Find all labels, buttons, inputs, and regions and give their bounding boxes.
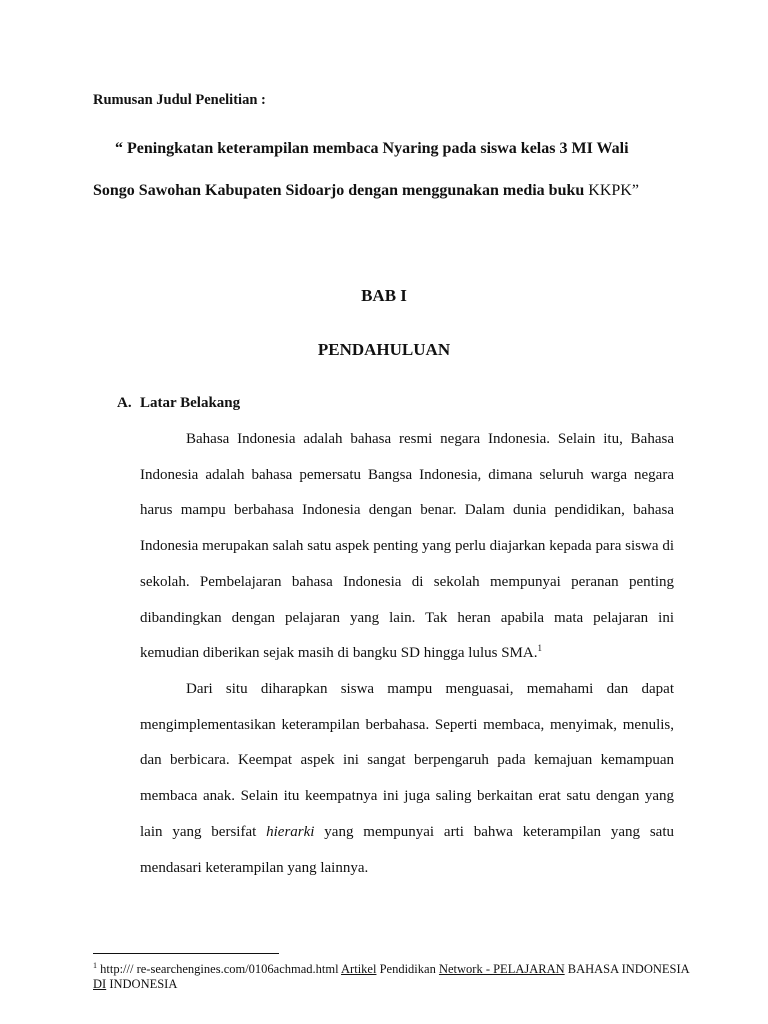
- chapter-number: BAB I: [361, 286, 407, 305]
- paragraph-1: [140, 422, 674, 672]
- research-title-kkpk: KKPK”: [588, 182, 639, 199]
- footnote-mark: 1: [93, 960, 97, 970]
- section-title: Latar Belakang: [140, 395, 241, 411]
- rumusan-judul-label: Rumusan Judul Penelitian :: [93, 92, 266, 108]
- footnote-text-bahasa: BAHASA INDONESIA: [564, 962, 689, 976]
- footnote-url: http:/// re-searchengines.com/0106achmad.html: [97, 962, 342, 976]
- research-title-line1: “ Peningkatan keterampilan membaca Nyaring pada siswa kelas 3 MI Wali: [115, 140, 629, 157]
- paragraph-2: [140, 672, 674, 886]
- paragraph-2-text-b: yang mempunyai arti bahwa keterampilan yang satu mendasari keterampilan yang lainnya.: [140, 823, 674, 876]
- section-letter: A.: [117, 395, 132, 411]
- footnote-divider: [93, 953, 279, 954]
- research-title-line2-text: Songo Sawohan Kabupaten Sidoarjo dengan menggunakan media buku: [93, 182, 589, 199]
- footnote-link-network[interactable]: Network - PELAJARAN: [438, 962, 565, 976]
- paragraph-2-italic-term: hierarki: [266, 823, 315, 840]
- footnote-text-indonesia: INDONESIA: [106, 977, 178, 991]
- research-title-line2: [93, 182, 675, 200]
- paragraph-1-text: Bahasa Indonesia adalah bahasa resmi negara Indonesia. Selain itu, Bahasa Indonesia adalah bahasa pemersatu Bangsa Indonesia, dimana seluruh warga negara harus mampu berbahasa Indonesia dengan benar. Dalam dunia pendidikan, bahasa Indonesia merupakan salah satu aspek penting yang perlu diajarkan kepada para siswa di sekolah. Pembelajaran bahasa Indonesia di sekolah mempunyai peranan penting dibandingkan dengan pelajaran yang lain. Tak heran apabila mata pelajaran ini kemudian diberikan sejak masih di bangku SD hingga lulus SMA.: [140, 431, 674, 662]
- footnote: [93, 962, 693, 992]
- footnote-link-di[interactable]: DI: [93, 977, 107, 991]
- footnote-link-artikel[interactable]: Artikel: [341, 962, 377, 976]
- footnote-text-pendidikan: Pendidikan: [376, 962, 439, 976]
- footnote-reference: 1: [537, 643, 542, 654]
- paragraph-2-text-a: Dari situ diharapkan siswa mampu menguasai, memahami dan dapat mengimplementasikan keterampilan berbahasa. Seperti membaca, menyimak, menulis, dan berbicara. Keempat aspek ini sangat berpengaruh pada kemajuan kemampuan membaca anak. Selain itu keempatnya ini juga saling berkaitan erat satu dengan yang lain yang bersifat: [140, 681, 674, 840]
- chapter-title: PENDAHULUAN: [317, 340, 451, 359]
- section-heading: [117, 395, 240, 412]
